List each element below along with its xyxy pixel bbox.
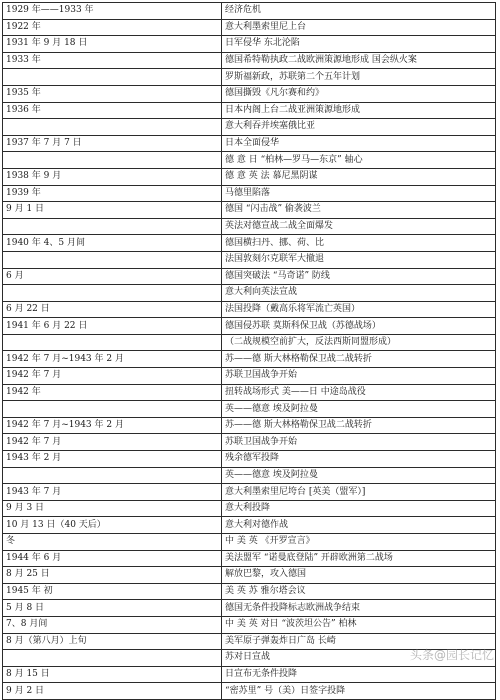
- table-row: [3, 85, 496, 102]
- event-cell: 美军原子弹轰炸日广岛 长崎: [222, 633, 496, 650]
- event-cell: （二战规模空前扩大，反法西斯同盟形成）: [222, 334, 496, 351]
- watermark: 头条@园长记忆: [409, 648, 494, 662]
- table-row: [3, 119, 496, 136]
- table-row: [3, 683, 496, 700]
- event-cell: 美 英 苏 雅尔塔会议: [222, 583, 496, 600]
- date-cell: 1945 年 初: [3, 583, 222, 600]
- event-cell: 意大利墨索里尼垮台 [英美（盟军）]: [222, 484, 496, 501]
- event-cell: 德国希特勒执政二战欧洲策源地形成 国会纵火案: [222, 52, 496, 69]
- event-cell: 意大利对德作战: [222, 517, 496, 534]
- date-cell: [3, 119, 222, 136]
- date-cell: 1940 年 4、5 月间: [3, 235, 222, 252]
- date-cell: 1933 年: [3, 52, 222, 69]
- date-cell: 8 月 25 日: [3, 567, 222, 584]
- table-row: [3, 467, 496, 484]
- date-cell: [3, 218, 222, 235]
- table-row: [3, 417, 496, 434]
- event-cell: 德国突破法 “马奇诺” 防线: [222, 268, 496, 285]
- table-row: [3, 451, 496, 468]
- table-row: [3, 168, 496, 185]
- table-row: [3, 301, 496, 318]
- date-cell: 1929 年——1933 年: [3, 3, 222, 20]
- table-row: [3, 235, 496, 252]
- date-cell: 冬: [3, 534, 222, 551]
- table-row: [3, 567, 496, 584]
- event-cell: 日本内阁上台二战亚洲策源地形成: [222, 102, 496, 119]
- event-cell: 美法盟军 “诺曼底登陆” 开辟欧洲第二战场: [222, 550, 496, 567]
- date-cell: [3, 401, 222, 418]
- event-cell: 罗斯福新政，苏联第二个五年计划: [222, 69, 496, 86]
- table-row: [3, 484, 496, 501]
- date-cell: 1943 年 2 月: [3, 451, 222, 468]
- event-cell: 德国无条件投降标志欧洲战争结束: [222, 600, 496, 617]
- event-cell: 苏联卫国战争开始: [222, 434, 496, 451]
- date-cell: 6 月 22 日: [3, 301, 222, 318]
- event-cell: 德 意 英 法 慕尼黑阴谋: [222, 168, 496, 185]
- date-cell: 9 月 2 日: [3, 683, 222, 700]
- event-cell: 苏联卫国战争开始: [222, 368, 496, 385]
- table-row: [3, 500, 496, 517]
- event-cell: 意大利向英法宣战: [222, 285, 496, 302]
- event-cell: 解放巴黎，攻入德国: [222, 567, 496, 584]
- table-row: [3, 550, 496, 567]
- date-cell: 5 月 8 日: [3, 600, 222, 617]
- table-row: [3, 600, 496, 617]
- date-cell: 1942 年: [3, 384, 222, 401]
- table-row: [3, 616, 496, 633]
- date-cell: 1944 年 6 月: [3, 550, 222, 567]
- table-row: [3, 135, 496, 152]
- event-cell: 日宣布无条件投降: [222, 666, 496, 683]
- date-cell: 1942 年 7 月~1943 年 2 月: [3, 417, 222, 434]
- table-row: [3, 52, 496, 69]
- table-row: [3, 36, 496, 53]
- event-cell: 经济危机: [222, 3, 496, 20]
- table-row: [3, 334, 496, 351]
- table-row: [3, 69, 496, 86]
- date-cell: 1942 年 7 月: [3, 368, 222, 385]
- event-cell: 德国侵苏联 莫斯科保卫战（苏德战场）: [222, 318, 496, 335]
- date-cell: 1936 年: [3, 102, 222, 119]
- table-row: [3, 102, 496, 119]
- date-cell: [3, 251, 222, 268]
- table-row: [3, 401, 496, 418]
- event-cell: “密苏里” 号（美）日签字投降: [222, 683, 496, 700]
- table-row: [3, 202, 496, 219]
- date-cell: 7、8 月间: [3, 616, 222, 633]
- event-cell: 日本全面侵华: [222, 135, 496, 152]
- table-row: [3, 351, 496, 368]
- date-cell: 9 月 1 日: [3, 202, 222, 219]
- event-cell: 德国横扫丹、挪、荷、比: [222, 235, 496, 252]
- event-cell: 英——德意 埃及阿拉曼: [222, 467, 496, 484]
- event-cell: 扭转战场形式 美——日 中途岛战役: [222, 384, 496, 401]
- table-row: [3, 268, 496, 285]
- event-cell: 苏对日宣战: [222, 650, 496, 667]
- table-row: [3, 368, 496, 385]
- event-cell: 中 美 英 对日 “波茨坦公告” 柏林: [222, 616, 496, 633]
- table-row: [3, 285, 496, 302]
- date-cell: 1931 年 9 月 18 日: [3, 36, 222, 53]
- date-cell: 1942 年 7 月~1943 年 2 月: [3, 351, 222, 368]
- table-row: [3, 152, 496, 169]
- timeline-body: [3, 3, 496, 700]
- event-cell: 意大利投降: [222, 500, 496, 517]
- date-cell: 1943 年 7 月: [3, 484, 222, 501]
- date-cell: 8 月（第八月）上旬: [3, 633, 222, 650]
- event-cell: 德 意 日 “柏林—罗马—东京” 轴心: [222, 152, 496, 169]
- table-row: [3, 185, 496, 202]
- date-cell: 9 月 3 日: [3, 500, 222, 517]
- date-cell: 1938 年 9 月: [3, 168, 222, 185]
- date-cell: 1937 年 7 月 7 日: [3, 135, 222, 152]
- event-cell: 意大利吞并埃塞俄比亚: [222, 119, 496, 136]
- date-cell: [3, 285, 222, 302]
- event-cell: 中 美 英 《开罗宣言》: [222, 534, 496, 551]
- table-row: [3, 251, 496, 268]
- table-row: [3, 19, 496, 36]
- date-cell: [3, 69, 222, 86]
- table-row: [3, 218, 496, 235]
- date-cell: 6 月: [3, 268, 222, 285]
- date-cell: 1942 年 7 月: [3, 434, 222, 451]
- history-timeline-table: [2, 2, 496, 700]
- date-cell: 1941 年 6 月 22 日: [3, 318, 222, 335]
- date-cell: 8 月 15 日: [3, 666, 222, 683]
- table-row: [3, 318, 496, 335]
- date-cell: 1922 年: [3, 19, 222, 36]
- event-cell: 法国投降（戴高乐将军流亡英国）: [222, 301, 496, 318]
- table-row: [3, 3, 496, 20]
- event-cell: 残余德军投降: [222, 451, 496, 468]
- date-cell: [3, 334, 222, 351]
- table-row: [3, 434, 496, 451]
- date-cell: [3, 650, 222, 667]
- table-row: [3, 517, 496, 534]
- event-cell: 马德里陷落: [222, 185, 496, 202]
- table-row: [3, 666, 496, 683]
- date-cell: 1939 年: [3, 185, 222, 202]
- date-cell: [3, 152, 222, 169]
- event-cell: 德国 “闪击战” 偷袭波兰: [222, 202, 496, 219]
- event-cell: 德国撕毁《凡尔赛和约》: [222, 85, 496, 102]
- date-cell: [3, 467, 222, 484]
- date-cell: 1935 年: [3, 85, 222, 102]
- table-row: [3, 384, 496, 401]
- event-cell: 苏——德 斯大林格勒保卫战二战转折: [222, 351, 496, 368]
- event-cell: 日军侵华 东北沦陷: [222, 36, 496, 53]
- event-cell: 英——德意 埃及阿拉曼: [222, 401, 496, 418]
- date-cell: 10 月 13 日（40 天后）: [3, 517, 222, 534]
- event-cell: 法国敦刻尔克联军大撤退: [222, 251, 496, 268]
- table-row: [3, 583, 496, 600]
- table-row: [3, 534, 496, 551]
- event-cell: 英法对德宣战二战全面爆发: [222, 218, 496, 235]
- event-cell: 意大利墨索里尼上台: [222, 19, 496, 36]
- event-cell: 苏——德 斯大林格勒保卫战二战转折: [222, 417, 496, 434]
